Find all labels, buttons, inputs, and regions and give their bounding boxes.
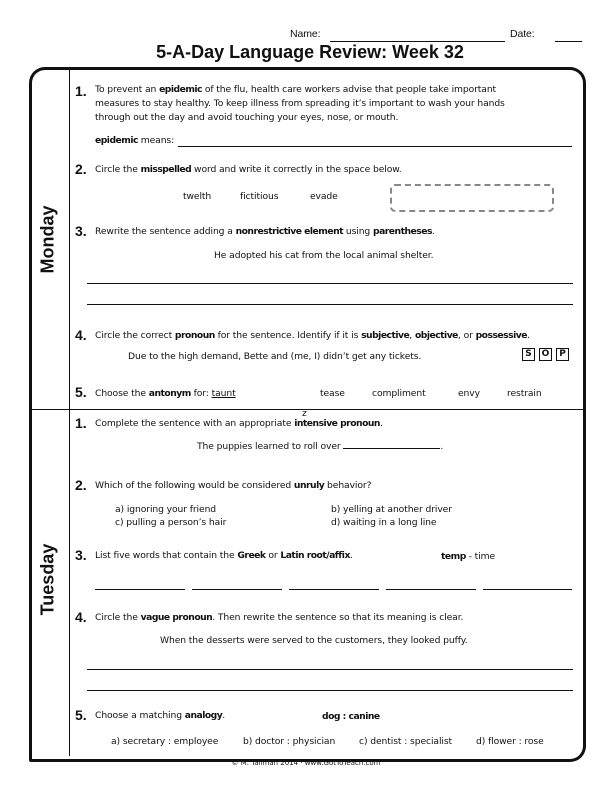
answer-option[interactable]: d) flower : rose	[476, 736, 544, 747]
day-label-tuesday: Tuesday	[37, 543, 58, 616]
question-number: 3.	[75, 547, 87, 563]
question-text: List five words that contain the Greek or Latin root/affix.	[95, 550, 353, 561]
day-column-divider	[69, 67, 70, 756]
answer-line[interactable]	[386, 589, 476, 590]
question-text: Circle the correct pronoun for the sentence. Identify if it is subjective, objective, or possessive.	[95, 330, 530, 341]
question-number: 2.	[75, 477, 87, 493]
objective-choice[interactable]: O	[539, 348, 552, 361]
word-option[interactable]: envy	[458, 388, 480, 399]
answer-option[interactable]: d) waiting in a long line	[331, 517, 437, 528]
word-option[interactable]: fictitious	[240, 191, 279, 202]
answer-line[interactable]	[289, 589, 379, 590]
prompt-sentence: When the desserts were served to the customers, they looked puffy.	[160, 635, 468, 646]
prompt-sentence: He adopted his cat from the local animal shelter.	[214, 250, 434, 261]
word-option[interactable]: tease	[320, 388, 345, 399]
question-text: Complete the sentence with an appropriate intensive pronoun.	[95, 418, 383, 429]
answer-line[interactable]	[95, 589, 185, 590]
question-number: 4.	[75, 327, 87, 343]
means-label: epidemic means:	[95, 135, 175, 146]
question-text: Circle the vague pronoun. Then rewrite the sentence so that its meaning is clear.	[95, 612, 464, 623]
answer-option[interactable]: a) secretary : employee	[111, 736, 219, 747]
possessive-choice[interactable]: P	[556, 348, 569, 361]
prompt-sentence: The puppies learned to roll over .	[197, 441, 444, 452]
word-option[interactable]: evade	[310, 191, 338, 202]
answer-line[interactable]	[192, 589, 282, 590]
word-option[interactable]: twelth	[183, 191, 212, 202]
analogy-pair: dog : canine	[322, 711, 380, 722]
question-number: 1.	[75, 83, 87, 99]
question-text: To prevent an epidemic of the flu, health care workers advise that people take important	[95, 84, 497, 95]
page-title: 5-A-Day Language Review: Week 32	[156, 42, 464, 62]
question-number: 3.	[75, 223, 87, 239]
answer-box[interactable]	[390, 184, 554, 212]
day-label-monday: Monday	[37, 205, 58, 274]
answer-option[interactable]: b) doctor : physician	[243, 736, 336, 747]
question-text: Choose the antonym for: taunt	[95, 388, 236, 399]
root-affix: temp - time	[441, 551, 495, 562]
name-label: Name:	[290, 28, 321, 40]
question-text: Rewrite the sentence adding a nonrestrictive element using parentheses.	[95, 226, 435, 237]
subjective-choice[interactable]: S	[522, 348, 535, 361]
answer-option[interactable]: b) yelling at another driver	[331, 504, 452, 515]
date-label: Date:	[510, 28, 535, 40]
answer-option[interactable]: c) dentist : specialist	[359, 736, 453, 747]
question-text: through out the day and avoid touching your eyes, nose, or mouth.	[95, 112, 399, 123]
answer-option[interactable]: c) pulling a person’s hair	[115, 517, 227, 528]
prompt-sentence: Due to the high demand, Bette and (me, I) didn’t get any tickets.	[128, 351, 422, 362]
stray-mark: z	[302, 408, 307, 419]
answer-line[interactable]	[483, 589, 572, 590]
answer-line[interactable]	[87, 690, 573, 691]
question-text: Choose a matching analogy.	[95, 710, 226, 721]
answer-line[interactable]	[178, 146, 572, 147]
question-text: Circle the misspelled word and write it correctly in the space below.	[95, 164, 402, 175]
question-text: measures to stay healthy. To keep illness from spreading it’s important to wash your hands	[95, 98, 505, 109]
word-option[interactable]: restrain	[507, 388, 542, 399]
word-option[interactable]: compliment	[372, 388, 426, 399]
question-number: 1.	[75, 415, 87, 431]
answer-line[interactable]	[87, 304, 573, 305]
answer-line[interactable]	[87, 283, 573, 284]
answer-line[interactable]	[87, 669, 573, 670]
blank-line[interactable]	[343, 448, 440, 449]
answer-option[interactable]: a) ignoring your friend	[115, 504, 217, 515]
question-number: 5.	[75, 707, 87, 723]
footer-copyright: © M. Tallman 2014 · www.GotToTeach.com	[231, 759, 381, 767]
question-number: 4.	[75, 609, 87, 625]
question-number: 2.	[75, 161, 87, 177]
question-number: 5.	[75, 384, 87, 400]
question-text: Which of the following would be considered unruly behavior?	[95, 480, 372, 491]
